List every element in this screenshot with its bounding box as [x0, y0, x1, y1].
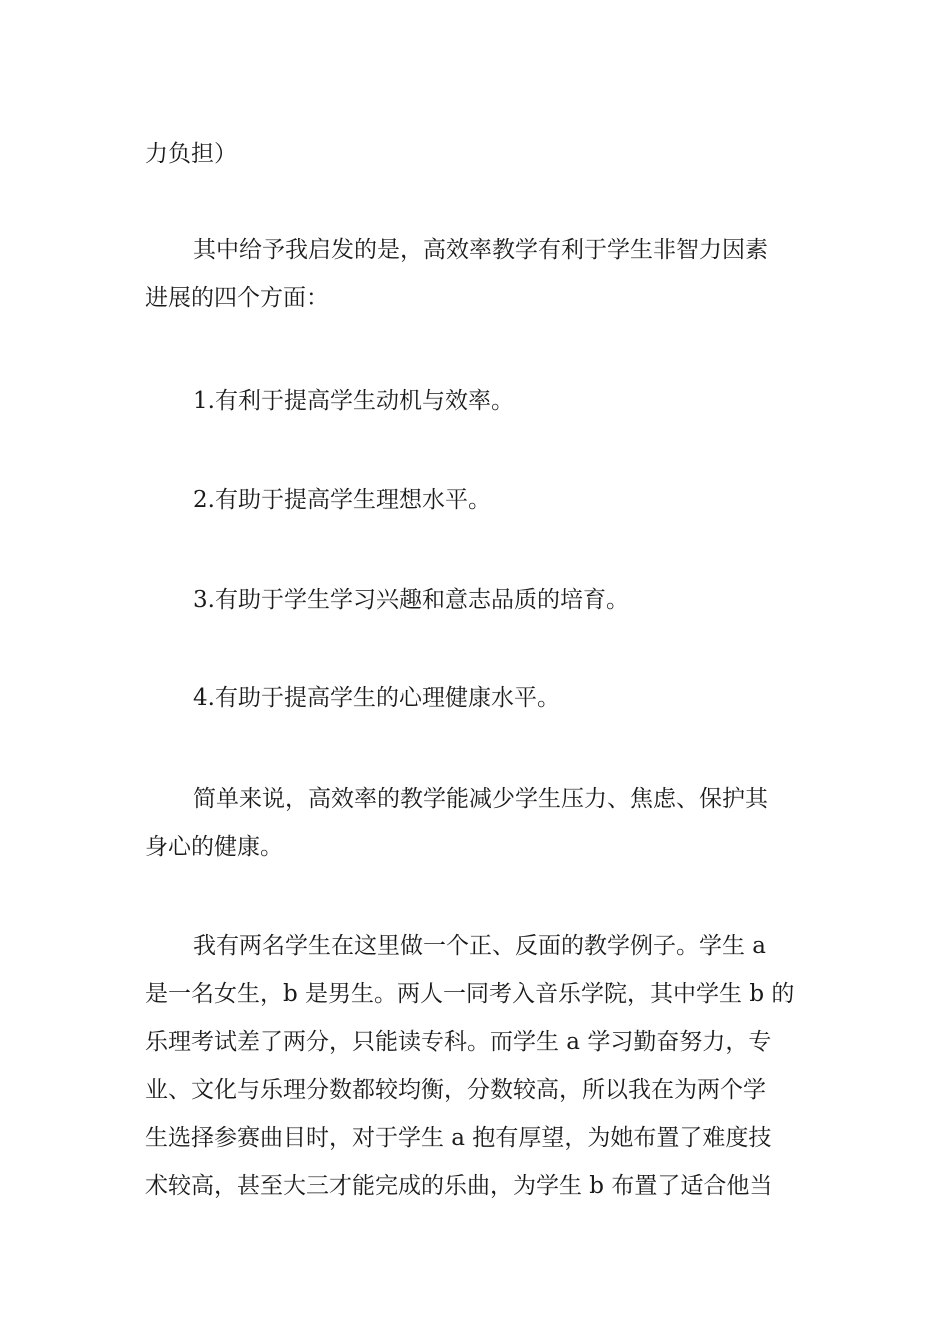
paragraph-continuation [145, 130, 810, 178]
paragraph-inspiration [145, 226, 810, 322]
text-line: 生选择参赛曲目时，对于学生 a 抱有厚望，为她布置了难度技 [145, 1125, 772, 1151]
list-item-4 [145, 674, 810, 722]
list-item-3 [145, 576, 810, 624]
text-line: 简单来说，高效率的教学能减少学生压力、焦虑、保护其 [193, 786, 768, 812]
text-line: 1.有利于提高学生动机与效率。 [193, 388, 514, 414]
paragraph-summary [145, 775, 810, 871]
text-line: 我有两名学生在这里做一个正、反面的教学例子。学生 a [193, 933, 767, 959]
text-line: 是一名女生，b 是男生。两人一同考入音乐学院，其中学生 b 的 [145, 981, 795, 1007]
text-line: 术较高，甚至大三才能完成的乐曲，为学生 b 布置了适合他当 [145, 1173, 773, 1199]
text-line: 身心的健康。 [145, 834, 283, 860]
text-line: 进展的四个方面： [145, 285, 329, 311]
paragraph-example [145, 922, 810, 1210]
text-line: 其中给予我启发的是，高效率教学有利于学生非智力因素 [193, 237, 768, 263]
text-line: 业、文化与乐理分数都较均衡，分数较高，所以我在为两个学 [145, 1077, 766, 1103]
text-line: 4.有助于提高学生的心理健康水平。 [193, 685, 560, 711]
text-line: 乐理考试差了两分，只能读专科。而学生 a 学习勤奋努力，专 [145, 1029, 772, 1055]
list-item-2 [145, 476, 810, 524]
text-line: 2.有助于提高学生理想水平。 [193, 487, 491, 513]
text-line: 力负担） [145, 141, 237, 167]
text-line: 3.有助于学生学习兴趣和意志品质的培育。 [193, 587, 629, 613]
list-item-1 [145, 377, 810, 425]
